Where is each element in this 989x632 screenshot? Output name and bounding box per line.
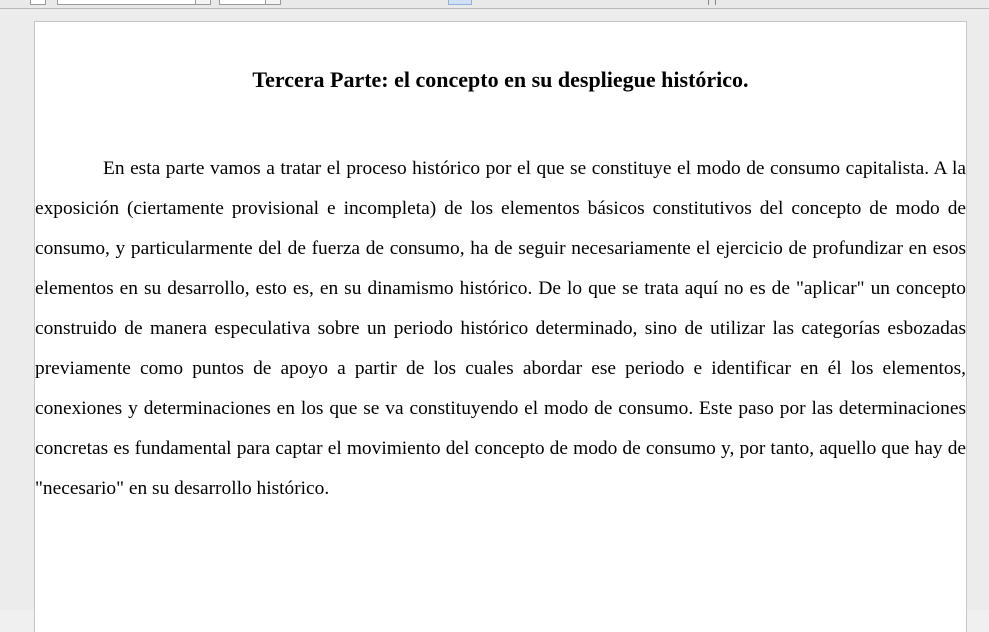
- chevron-down-icon[interactable]: [265, 0, 280, 4]
- body-paragraph: En esta parte vamos a tratar el proceso histórico por el que se constituye el modo de consumo capitalista. A la exposición (ciertamente provisional e incompleta) de los elementos básicos constitutivos del concepto de modo de consumo, y particularmente del de fuerza de consumo, ha de seguir necesariamente el ejercicio de profundizar en esos elementos en su desarrollo, esto es, en su dinamismo histórico. De lo que se trata aquí no es de "aplicar" un concepto construido de manera especulativa sobre un periodo histórico determinado, sino de utilizar las categorías esbozadas previamente como puntos de apoyo a partir de los cuales abordar ese periodo e identificar en él los elementos, conexiones y determinaciones en los que se va constituyendo el modo de consumo. Este paso por las determinaciones concretas es fundamental para captar el movimiento del concepto de modo de consumo y, por tanto, aquello que hay de "necesario" en su desarrollo histórico.: [35, 158, 966, 499]
- toolbar-control-left[interactable]: [30, 0, 46, 5]
- toolbar-separator: [708, 0, 716, 5]
- chevron-down-icon[interactable]: [195, 0, 210, 4]
- toggle-button-active[interactable]: [448, 0, 472, 5]
- toolbar: [0, 0, 989, 9]
- style-dropdown[interactable]: [57, 0, 211, 5]
- document-canvas[interactable]: [0, 9, 989, 610]
- section-heading: Tercera Parte: el concepto en su despliegue histórico.: [252, 67, 749, 92]
- document-page[interactable]: [34, 21, 967, 632]
- font-size-dropdown[interactable]: [219, 0, 281, 5]
